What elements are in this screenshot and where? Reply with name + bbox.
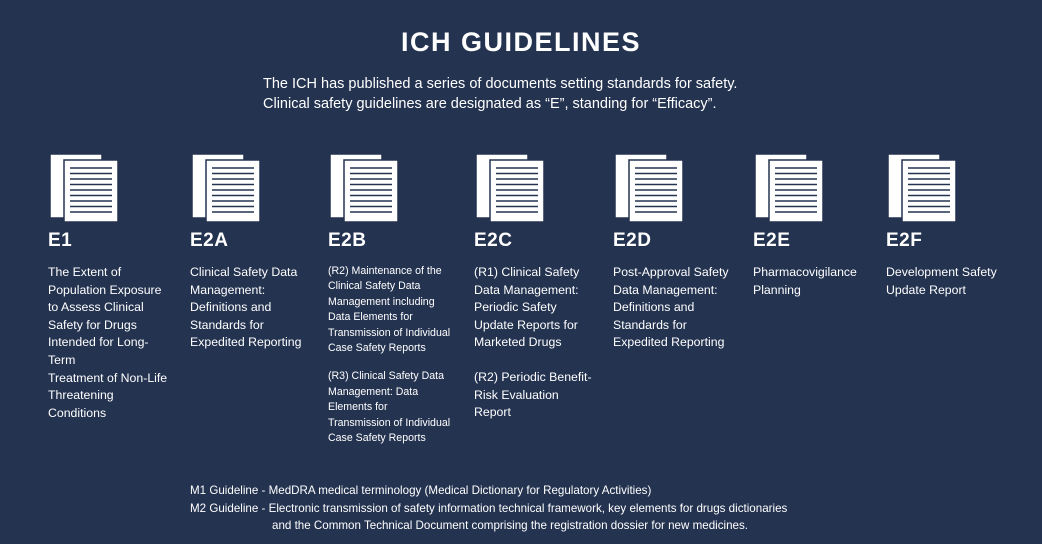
description-line: Pharmacovigilance bbox=[753, 265, 857, 279]
document-stack-icon bbox=[190, 152, 262, 224]
document-stack-icon bbox=[886, 152, 958, 224]
description-line: Clinical Safety Data bbox=[328, 280, 421, 293]
guideline-description bbox=[613, 264, 729, 352]
guideline-description bbox=[886, 264, 997, 299]
description-line: Expedited Reporting bbox=[613, 335, 725, 350]
footer-notes bbox=[190, 482, 787, 535]
description-line: Management: bbox=[190, 282, 266, 297]
description-line: Threatening bbox=[48, 388, 114, 403]
document-stack-icon bbox=[328, 152, 400, 224]
m2-guideline-continuation: and the Common Technical Document comprising the registration dossier for new medicines. bbox=[272, 519, 748, 532]
description-line: Development Safety bbox=[886, 265, 997, 279]
guideline-code: E2F bbox=[886, 230, 923, 251]
description-line: Elements for bbox=[328, 401, 388, 414]
guideline-code: E2A bbox=[190, 230, 229, 251]
description-line: The Extent of bbox=[48, 265, 122, 279]
description-line: Risk Evaluation bbox=[474, 387, 559, 402]
intro-text bbox=[263, 74, 883, 114]
description-line: to Assess Clinical bbox=[48, 300, 144, 315]
m1-guideline-text: M1 Guideline - MedDRA medical terminology (Medical Dictionary for Regulatory Activities) bbox=[190, 484, 652, 497]
document-stack-icon bbox=[753, 152, 825, 224]
m2-guideline-text: M2 Guideline - Electronic transmission of safety information technical framework, key elements for drugs dictionaries bbox=[190, 501, 788, 515]
description-line: Population Exposure bbox=[48, 282, 162, 297]
guideline-code: E2B bbox=[328, 230, 367, 251]
guideline-code: E2E bbox=[753, 230, 791, 251]
intro-line-1: The ICH has published a series of documents setting standards for safety. bbox=[263, 76, 738, 92]
description-line: Planning bbox=[753, 282, 801, 297]
description-line: Conditions bbox=[48, 405, 107, 420]
description-line: Data Elements for bbox=[328, 311, 413, 324]
description-line: Transmission of Individual bbox=[328, 326, 451, 339]
description-line: Update Report bbox=[886, 282, 966, 297]
guideline-code: E2C bbox=[474, 230, 513, 251]
description-line: Expedited Reporting bbox=[190, 335, 302, 350]
description-line: Management: Data bbox=[328, 385, 419, 398]
description-line: Definitions and bbox=[613, 300, 695, 315]
description-line: Standards for bbox=[613, 317, 687, 332]
document-stack-icon bbox=[613, 152, 685, 224]
guideline-description bbox=[753, 264, 857, 299]
description-line: Periodic Safety bbox=[474, 300, 557, 315]
intro-line-2: Clinical safety guidelines are designated as “E”, standing for “Efficacy”. bbox=[263, 96, 717, 112]
description-line: Data Management: bbox=[474, 282, 579, 297]
description-line: Management including bbox=[328, 295, 435, 308]
description-line: (R3) Clinical Safety Data bbox=[328, 370, 444, 383]
description-line: Transmission of Individual bbox=[328, 416, 451, 429]
description-line: Marketed Drugs bbox=[474, 335, 562, 350]
guideline-code: E1 bbox=[48, 230, 73, 251]
description-line: Update Reports for bbox=[474, 317, 578, 332]
guideline-description bbox=[190, 264, 301, 352]
page-title: ICH GUIDELINES bbox=[400, 27, 642, 57]
description-line: Definitions and bbox=[190, 300, 272, 315]
description-line: (R2) Maintenance of the bbox=[328, 265, 442, 277]
guideline-description bbox=[48, 264, 167, 422]
description-line: (R2) Periodic Benefit- bbox=[474, 369, 592, 384]
description-line: Post-Approval Safety bbox=[613, 265, 729, 279]
guideline-description bbox=[328, 264, 450, 446]
description-line: Case Safety Reports bbox=[328, 432, 426, 445]
document-stack-icon bbox=[474, 152, 546, 224]
guideline-description bbox=[474, 264, 592, 422]
description-line: Intended for Long- bbox=[48, 335, 149, 350]
description-line: Safety for Drugs bbox=[48, 317, 137, 332]
description-line: (R1) Clinical Safety bbox=[474, 265, 580, 279]
description-line: Data Management: bbox=[613, 282, 718, 297]
description-line: Report bbox=[474, 405, 511, 420]
description-line: Term bbox=[48, 352, 76, 367]
description-line: Clinical Safety Data bbox=[190, 265, 298, 279]
guideline-code: E2D bbox=[613, 230, 652, 251]
description-line: Case Safety Reports bbox=[328, 342, 426, 355]
document-stack-icon bbox=[48, 152, 120, 224]
description-line: Treatment of Non-Life bbox=[48, 370, 168, 385]
description-line: Standards for bbox=[190, 317, 264, 332]
